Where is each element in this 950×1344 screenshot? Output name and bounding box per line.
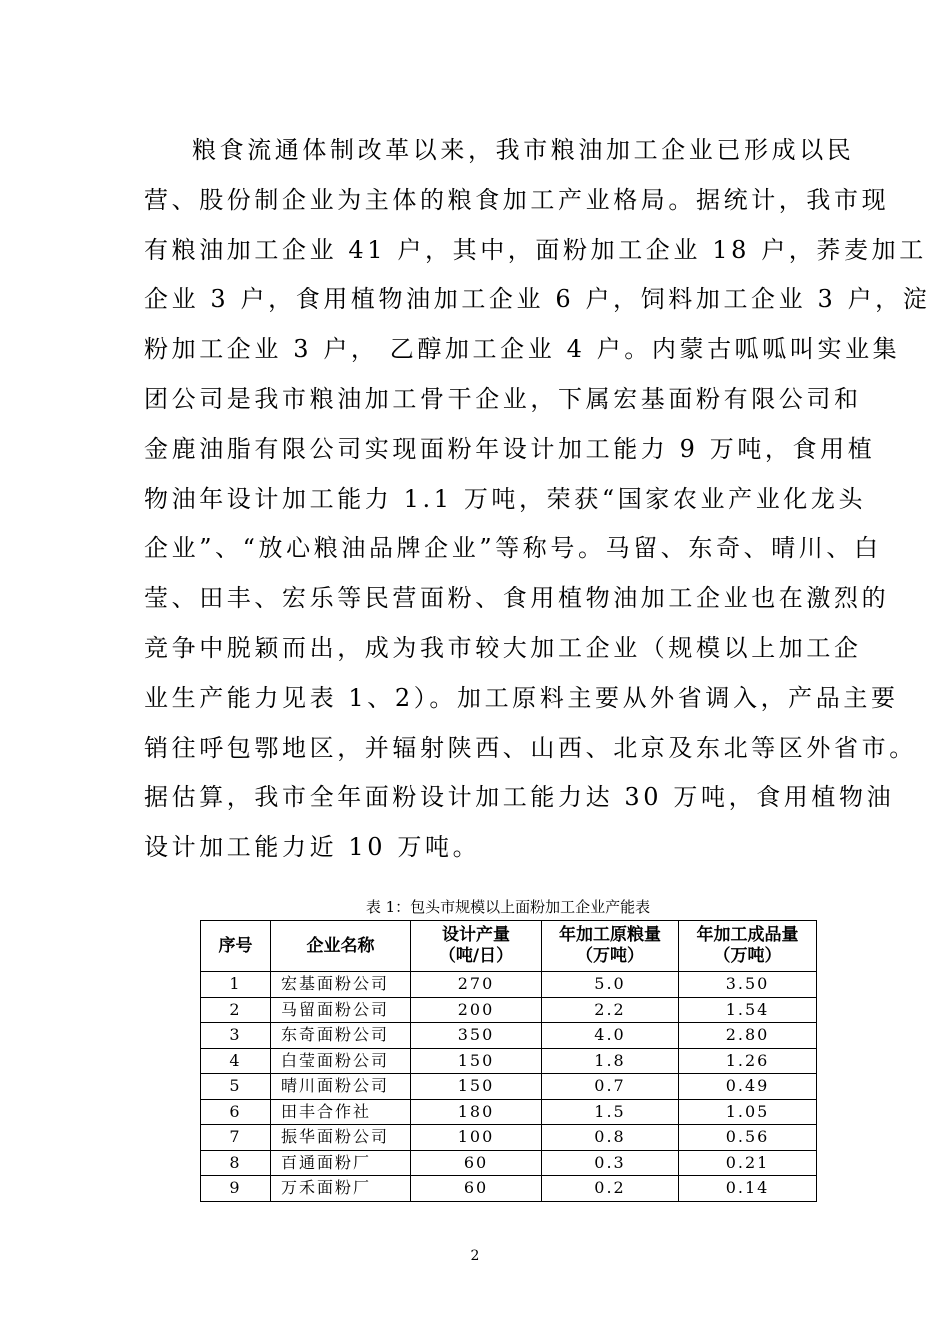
cell-seq: 7 [201, 1125, 271, 1151]
cell-capacity: 180 [411, 1099, 542, 1125]
cell-grain: 0.3 [542, 1150, 679, 1176]
header-product-line2: （万吨） [713, 946, 782, 966]
cell-name: 宏基面粉公司 [271, 972, 411, 998]
cell-grain: 1.8 [542, 1048, 679, 1074]
cell-grain: 1.5 [542, 1099, 679, 1125]
cell-product: 1.54 [679, 997, 817, 1023]
table-row [201, 1048, 817, 1074]
cell-product: 0.21 [679, 1150, 817, 1176]
header-product [679, 921, 817, 972]
cell-name: 东奇面粉公司 [271, 1023, 411, 1049]
header-capacity-line2: （吨/日） [438, 946, 514, 966]
cell-product: 1.05 [679, 1099, 817, 1125]
header-seq-label: 序号 [218, 935, 253, 956]
cell-name: 马留面粉公司 [271, 997, 411, 1023]
cell-name: 白莹面粉公司 [271, 1048, 411, 1074]
paragraph-line: 企业 3 户，食用植物油加工企业 6 户，饲料加工企业 3 户，淀 [144, 285, 931, 314]
cell-capacity: 150 [411, 1048, 542, 1074]
cell-seq: 5 [201, 1074, 271, 1100]
cell-grain: 2.2 [542, 997, 679, 1023]
table-row [201, 1176, 817, 1202]
cell-seq: 8 [201, 1150, 271, 1176]
body-paragraph [144, 126, 931, 873]
cell-product: 0.56 [679, 1125, 817, 1151]
paragraph-line: 企业”、“放心粮油品牌企业”等称号。马留、东奇、晴川、白 [144, 534, 882, 563]
paragraph-line: 团公司是我市粮油加工骨干企业，下属宏基面粉有限公司和 [144, 384, 862, 413]
header-name-label: 企业名称 [306, 935, 375, 956]
cell-seq: 3 [201, 1023, 271, 1049]
cell-capacity: 200 [411, 997, 542, 1023]
cell-capacity: 100 [411, 1125, 542, 1151]
cell-seq: 1 [201, 972, 271, 998]
header-seq [201, 921, 271, 972]
paragraph-line: 物油年设计加工能力 1.1 万吨，荣获“国家农业产业化龙头 [144, 484, 867, 513]
cell-name: 晴川面粉公司 [271, 1074, 411, 1100]
paragraph-line: 金鹿油脂有限公司实现面粉年设计加工能力 9 万吨，食用植 [144, 434, 876, 463]
table-row [201, 1150, 817, 1176]
cell-product: 1.26 [679, 1048, 817, 1074]
cell-grain: 5.0 [542, 972, 679, 998]
cell-product: 2.80 [679, 1023, 817, 1049]
cell-seq: 9 [201, 1176, 271, 1202]
table-header-row [201, 921, 817, 972]
cell-seq: 6 [201, 1099, 271, 1125]
cell-grain: 0.8 [542, 1125, 679, 1151]
cell-capacity: 60 [411, 1150, 542, 1176]
cell-seq: 4 [201, 1048, 271, 1074]
cell-product: 0.49 [679, 1074, 817, 1100]
header-grain-line1: 年加工原粮量 [559, 925, 661, 945]
paragraph-line: 业生产能力见表 1、2）。加工原料主要从外省调入，产品主要 [144, 683, 899, 712]
header-capacity [411, 921, 542, 972]
cell-grain: 0.2 [542, 1176, 679, 1202]
paragraph-line: 据估算，我市全年面粉设计加工能力达 30 万吨，食用植物油 [144, 783, 895, 812]
header-product-line1: 年加工成品量 [696, 925, 799, 945]
table-row [201, 1099, 817, 1125]
paragraph-line: 有粮油加工企业 41 户，其中，面粉加工企业 18 户，荞麦加工 [144, 235, 927, 264]
cell-name: 振华面粉公司 [271, 1125, 411, 1151]
cell-name: 百通面粉厂 [271, 1150, 411, 1176]
cell-name: 万禾面粉厂 [271, 1176, 411, 1202]
cell-capacity: 60 [411, 1176, 542, 1202]
cell-grain: 4.0 [542, 1023, 679, 1049]
paragraph-line: 莹、田丰、宏乐等民营面粉、食用植物油加工企业也在激烈的 [144, 584, 890, 613]
table-row [201, 1074, 817, 1100]
paragraph-line: 设计加工能力近 10 万吨。 [144, 833, 481, 862]
cell-capacity: 150 [411, 1074, 542, 1100]
cell-seq: 2 [201, 997, 271, 1023]
cell-product: 3.50 [679, 972, 817, 998]
cell-capacity: 350 [411, 1023, 542, 1049]
page-number: 2 [470, 1248, 480, 1264]
paragraph-line: 粉加工企业 3 户， 乙醇加工企业 4 户。内蒙古呱呱叫实业集 [144, 335, 901, 364]
paragraph-line: 竞争中脱颖而出，成为我市较大加工企业（规模以上加工企 [144, 633, 862, 662]
paragraph-line: 粮食流通体制改革以来，我市粮油加工企业已形成以民 [192, 136, 855, 164]
table-row [201, 1125, 817, 1151]
paragraph-line: 销往呼包鄂地区，并辐射陕西、山西、北京及东北等区外省市。 [144, 733, 917, 762]
table-row [201, 997, 817, 1023]
cell-capacity: 270 [411, 972, 542, 998]
cell-name: 田丰合作社 [271, 1099, 411, 1125]
header-grain-line2: （万吨） [576, 946, 644, 966]
header-name [271, 921, 411, 972]
header-capacity-line1: 设计产量 [442, 925, 510, 945]
paragraph-line: 营、股份制企业为主体的粮食加工产业格局。据统计，我市现 [144, 185, 890, 214]
table-row [201, 972, 817, 998]
table-caption: 表 1：包头市规模以上面粉加工企业产能表 [365, 898, 651, 916]
header-grain [542, 921, 679, 972]
cell-product: 0.14 [679, 1176, 817, 1202]
table-row [201, 1023, 817, 1049]
capacity-table [200, 920, 817, 1202]
cell-grain: 0.7 [542, 1074, 679, 1100]
